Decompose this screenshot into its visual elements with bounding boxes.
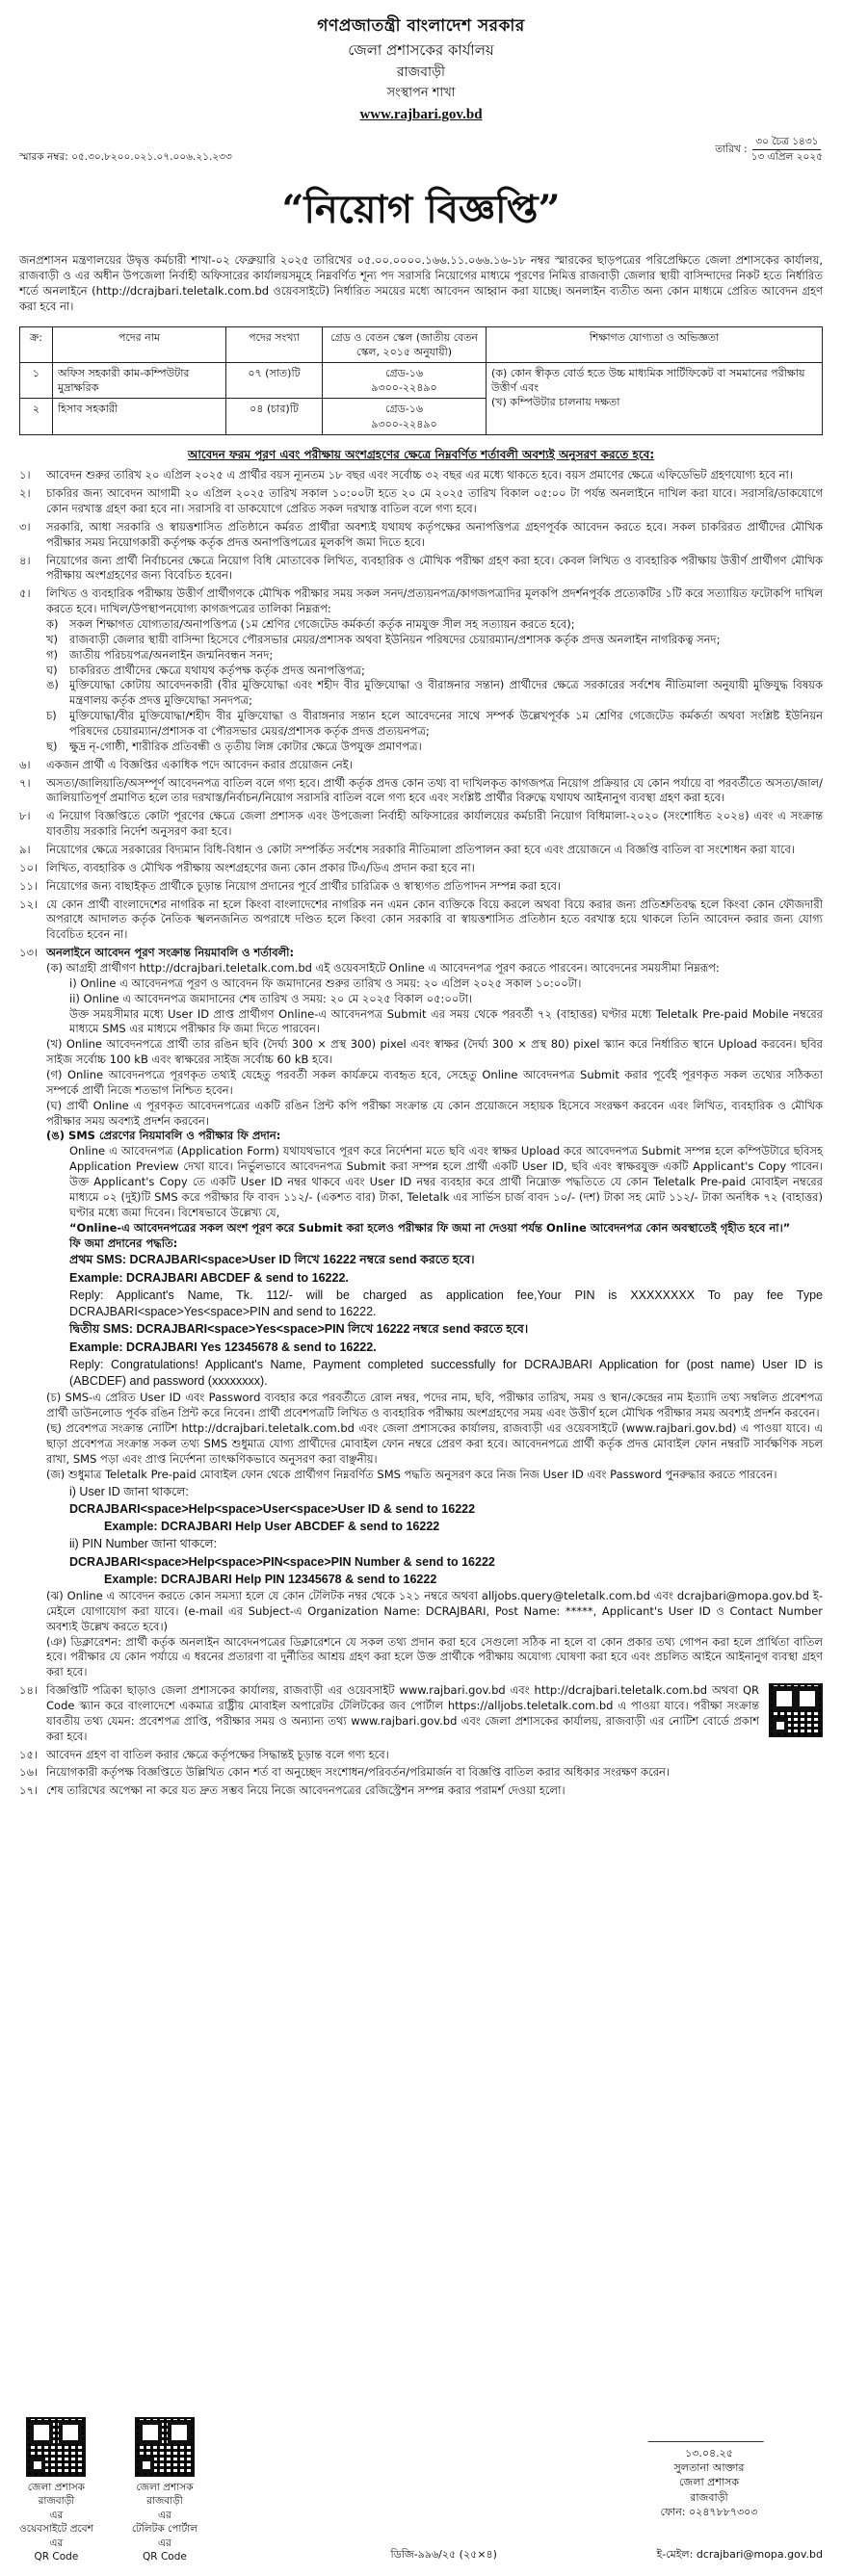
clause-text: আবেদন শুরুর তারিখ ২০ এপ্রিল ২০২৫ এ প্রার্থীর বয়স ন্যূনতম ১৮ বছর এবং সর্বোচ্চ ৩২ বছর এর মধ্যে থাকতে হবে। বয়স প্রমাণের ক্ষেত্রে এফিডেভিট গ্রহণযোগ্য হবে না। bbox=[46, 468, 793, 482]
clause bbox=[19, 486, 823, 517]
clause-text: নিয়োগের ক্ষেত্রে সরকারের বিদ্যমান বিধি-বিধান ও কোটা সম্পর্কিত সর্বশেষ সরকারি নীতিমালা প্রতিপালন করা হবে এবং প্রয়োজনে এ বিজ্ঞপ্তি বাতিল বা সংশোধন করা যাবে। bbox=[46, 843, 795, 857]
help-pin-example: Example: DCRAJBARI Help PIN 12345678 & send to 16222 bbox=[104, 1572, 437, 1586]
conditions-list bbox=[19, 468, 823, 1799]
clause-number: ১৩। bbox=[19, 946, 39, 960]
clause-text: নিয়োগকারী কর্তৃপক্ষ বিজ্ঞপ্তিতে উল্লিখিত কোন শর্ত বা অনুচ্ছেদ সংশোধন/পরিবর্তন/পরিমার্জন বা বিজ্ঞপ্তি বাতিল করার অধিকার সংরক্ষণ করেন। bbox=[46, 1765, 671, 1780]
clause-number: ৭। bbox=[19, 775, 31, 790]
subclause-text: রাজবাড়ী জেলার স্থায়ী বাসিন্দা হিসেবে পৌরসভার মেয়র/প্রশাসক অথবা ইউনিয়ন পরিষদের চেয়ারম্যান/প্রশাসক কর্তৃক প্রদত্ত অনলাইন নাগরিকত্ব সনদ; bbox=[69, 632, 721, 646]
clause-text: শেষ তারিখের অপেক্ষা না করে যত দ্রুত সম্ভব নিয়ে নিজে আবেদনপত্রের রেজিস্ট্রেশন সম্পন্ন করার পরামর্শ দেওয়া হলো। bbox=[46, 1783, 566, 1798]
website-link[interactable]: www.rajbari.gov.bd bbox=[359, 107, 483, 123]
rule-a-end: ii) Online এ আবেদনপত্র জমাদানের শেষ তারিখ ও সময়: ২০ মে ২০২৫ বিকাল ০৫:০০টা। bbox=[69, 991, 473, 1005]
clause bbox=[19, 758, 823, 773]
cell-sl: ২ bbox=[20, 399, 53, 434]
cell-post: অফিস সহকারী কাম-কম্পিউটার মুদ্রাক্ষরিক bbox=[53, 363, 226, 399]
sms-second: দ্বিতীয় SMS: DCRAJBARI<space>Yes<space>PIN লিখে 16222 নম্বরে send করতে হবে। bbox=[69, 1322, 529, 1337]
date-label: তারিখ : bbox=[715, 143, 748, 155]
subclause-text: ক্ষুদ্র নৃ-গোষ্ঠী, শারীরিক প্রতিবন্ধী ও তৃতীয় লিঙ্গ কোটার ক্ষেত্রে উপযুক্ত প্রমাণপত্র। bbox=[69, 739, 422, 753]
table-row bbox=[20, 363, 823, 399]
clause bbox=[19, 468, 823, 483]
grade-value: গ্রেড-১৬ bbox=[384, 367, 424, 380]
office-name: জেলা প্রশাসকের কার্যালয় bbox=[348, 41, 494, 60]
clause-text: চাকরির জন্য আবেদন আগামী ২০ এপ্রিল ২০২৫ তারিখ সকাল ১০:০০টা হতে ২০ মে ২০২৫ তারিখ বিকাল ০৫:০০ টা পর্যন্ত অনলাইনে দাখিল করা যাবে। সরাসরি/ডাকযোগে কোন দরখাস্ত গ্রহণ করা হবে না। সরাসরি বা ডাকযোগে প্রেরিত সকল দরখাস্ত বাতিল বলে গণ্য হবে। bbox=[46, 486, 823, 515]
clause-number: ১৭। bbox=[19, 1783, 39, 1798]
clause bbox=[19, 1748, 823, 1763]
qr-caption: এর bbox=[158, 2509, 171, 2521]
memo-row bbox=[19, 135, 823, 164]
subclause-key: ছ) bbox=[46, 739, 58, 753]
clause-number: ১১। bbox=[19, 878, 39, 893]
help-pin-sms: DCRAJBARI<space>Help<space>PIN<space>PIN Number & send to 16222 bbox=[69, 1554, 495, 1569]
subclause-key: ক) bbox=[46, 616, 59, 631]
th-qualification: শিক্ষাগত যোগ্যতা ও অভিজ্ঞতা bbox=[487, 326, 823, 362]
qr-caption: ওয়েবসাইটে প্রবেশ bbox=[19, 2523, 93, 2536]
online-rules-heading: অনলাইনে আবেদন পূরণ সংক্রান্ত নিয়মাবলি ও শর্তাবলী: bbox=[46, 946, 295, 960]
clause-text: যে কোন প্রার্থী বাংলাদেশের নাগরিক না হলে কিংবা বাংলাদেশের নাগরিক নন এমন কোন ব্যক্তিকে বিয়ে করলে অথবা বিয়ে করার জন্য প্রতিশ্রুতিবদ্ধ হলে কিংবা কোন ফৌজদারী অপরাধে আদালত কর্তৃক নৈতিক স্খলনজনিত অপরাধে দণ্ডিত হলে কিংবা কোন সরকারি বা স্বায়ত্তশাসিত প্রতিষ্ঠান হতে বরখাস্ত হয়ে থাকলে তিনি আবেদন করার জন্য যোগ্য বিবেচিত হবেন না। bbox=[46, 897, 823, 942]
clause bbox=[19, 898, 823, 944]
qr-caption: রাজবাড়ী bbox=[38, 2495, 75, 2508]
subclause-text: মুক্তিযোদ্ধা কোটায় আবেদনকারী (বীর মুক্তিযোদ্ধা এবং শহীদ বীর মুক্তিযোদ্ধা ও বীরাঙ্গনার সন্তান) প্রার্থীদের ক্ষেত্রে সরকারের সর্বশেষ নীতিমালা অনুযায়ী মুক্তিযুদ্ধ বিষয়ক মন্ত্রণালয় কর্তৃক প্রদত্ত মুক্তিযোদ্ধা সনদপত্র; bbox=[69, 678, 823, 708]
subclause-key: খ) bbox=[46, 632, 59, 646]
clause-number: ৯। bbox=[19, 843, 31, 857]
th-count: পদের সংখ্যা bbox=[226, 326, 323, 362]
subclause bbox=[46, 664, 823, 679]
clause-number: ১২। bbox=[19, 897, 39, 911]
help-pin: ii) PIN Number জানা থাকলে: bbox=[69, 1537, 218, 1551]
rule-e-text: Online এ আবেদনপত্র (Application Form) যথাযথভাবে পূরণ করে নির্দেশনা মতে ছবি এবং স্বাক্ষর Upload করে আবেদনপত্র Submit সম্পন্ন হলে কম্পিউটারে ছবিসহ Application Preview দেখা যাবে। নির্ভুলভাবে আবেদনপত্র Submit করা সম্পন্ন হলে প্রার্থী একটি User ID, ছবি এবং স্বাক্ষরযুক্ত একটি Applicant's Copy পাবেন। উক্ত Applicant's Copy তে একটি User ID নম্বর থাকবে এবং User ID নম্বর ব্যবহার করে প্রার্থী নিম্নোক্ত পদ্ধতিতে যে কোন Teletalk Pre-paid মোবাইল নম্বরের মাধ্যমে ০২ (দুই)টি SMS করে পরীক্ষার ফি বাবদ ১১২/- (একশত বার) টাকা, Teletalk এর সার্ভিস চার্জ বাবদ ১০/- (দশ) টাকা সহ মোট ১১২/- টাকা অনধিক ৭২ (বাহাত্তর) ঘণ্টার মধ্যে জমা দিবেন। বিশেষভাবে উল্লেখ্য যে, bbox=[69, 1144, 823, 1219]
clause bbox=[19, 879, 823, 895]
scale-value: ৯৩০০-২২৪৯০ bbox=[371, 381, 437, 395]
clause-number: ৫। bbox=[19, 586, 31, 601]
website-qr-block bbox=[19, 2417, 93, 2564]
rule-h: (জ) শুধুমাত্র Teletalk Pre-paid মোবাইল ফোন থেকে প্রার্থীগণ নিম্নবর্ণিত SMS পদ্ধতি অনুসরণ করে নিজ নিজ User ID এবং Password পুনরুদ্ধার করতে পারবেন। bbox=[46, 1467, 777, 1481]
subclause-text: মুক্তিযোদ্ধা/বীর মুক্তিযোদ্ধা/শহীদ বীর মুক্তিযোদ্ধা ও বীরাঙ্গনার সন্তান হলে আবেদনের সাথে সম্পর্ক উল্লেখপূর্বক ১ম শ্রেণির গেজেটেড কর্মকর্তা অথবা সংশ্লিষ্ট ইউনিয়ন পরিষদের চেয়ারম্যান/প্রশাসক বা পৌরসভার মেয়র/প্রশাসক কর্তৃক প্রদত্ত প্রত্যয়নপত্র; bbox=[69, 709, 823, 738]
teletalk-qr-block bbox=[132, 2417, 197, 2564]
subclause-text: সকল শিক্ষাগত যোগ্যতার/অনাপত্তিপত্র (১ম শ্রেণির গেজেটেড কর্মকর্তা কর্তৃক নামযুক্ত সীল সহ সত্যায়ন করতে হবে); bbox=[69, 616, 575, 631]
qr-caption: রাজবাড়ী bbox=[146, 2495, 183, 2508]
alljobs-qr-code[interactable] bbox=[769, 1683, 823, 1737]
branch-name: সংস্থাপন শাখা bbox=[386, 86, 456, 101]
clause-number: ২। bbox=[19, 486, 31, 501]
qr-caption: এর bbox=[49, 2537, 64, 2549]
rule-e-warning: “Online-এ আবেদনপত্রের সকল অংশ পূরণ করে Submit করা হলেও পরীক্ষার ফি জমা না দেওয়া পর্যন্ত Online আবেদনপত্র কোন অবস্থাতেই গৃহীত হবে না।” bbox=[69, 1220, 791, 1235]
website-qr-code[interactable] bbox=[26, 2417, 86, 2477]
rule-a-start: i) Online এ আবেদনপত্র পূরণ ও আবেদন ফি জমাদানের শুরুর তারিখ ও সময়: ২০ এপ্রিল ২০২৫ সকাল ১০:০০টা। bbox=[69, 976, 582, 990]
subclause-text: জাতীয় পরিচয়পত্র/অনলাইন জন্মনিবন্ধন সনদ; bbox=[69, 647, 274, 662]
ad-code: ডিজি-৯৯৬/২৫ (২৫×৪) bbox=[390, 2548, 497, 2561]
clause-number: ৮। bbox=[19, 809, 31, 823]
government-name: গণপ্রজাতন্ত্রী বাংলাদেশ সরকার bbox=[317, 16, 525, 36]
clause-text: বিজ্ঞপ্তিটি পত্রিকা ছাড়াও জেলা প্রশাসকের কার্যালয়, রাজবাড়ী এর ওয়েবসাইট www.rajbari.gov.bd এবং http://dcrajbari.teletalk.com.bd অথবা QR Code স্ক্যান করে বাংলাদেশে একমাত্র রাষ্ট্রীয় মোবাইল অপারেটর টেলিটকের জব পোর্টাল https://alljobs.teletalk.com.bd এ পাওয়া যাবে। পরীক্ষা সংক্রান্ত যাবতীয় তথ্য যেমন: প্রবেশপত্র প্রাপ্তি, পরীক্ষার সময় ও অন্যান্য তথ্য www.rajbari.gov.bd এবং জেলা প্রশাসকের কার্যালয়, রাজবাড়ী এর নোটিশ বোর্ডে প্রকাশ করা হবে। bbox=[46, 1683, 759, 1743]
rule-f: (চ) SMS-এ প্রেরিত User ID এবং Password ব্যবহার করে পরবর্তীতে রোল নম্বর, পদের নাম, ছবি, পরীক্ষার তারিখ, সময় ও স্থান/কেন্দ্রের নাম ইত্যাদি তথ্য সম্বলিত প্রবেশপত্র প্রার্থী ডাউনলোড পূর্বক রঙিন প্রিন্ট করে নিবেন। প্রার্থী প্রবেশপত্রটি লিখিত ও ব্যবহারিক পরীক্ষায় অংশগ্রহণের সময় এবং উত্তীর্ণ হলে মৌখিক পরীক্ষার সময় অবশ্যই প্রদর্শন করবেন। bbox=[46, 1391, 823, 1420]
rule-e: (ঙ) SMS প্রেরণের নিয়মাবলি ও পরীক্ষার ফি প্রদান: bbox=[46, 1129, 281, 1143]
city-name: রাজবাড়ী bbox=[396, 65, 446, 81]
sms-first: প্রথম SMS: DCRAJBARI<space>User ID লিখে 16222 নম্বরে send করতে হবে। bbox=[69, 1253, 475, 1267]
help-userid-example: Example: DCRAJBARI Help User ABCDEF & send to 16222 bbox=[104, 1520, 440, 1534]
signatory-city: রাজবাড়ী bbox=[690, 2490, 728, 2504]
subclause bbox=[46, 740, 823, 755]
signatory-phone: ফোন: ০২৪৭৮৮৭৩০৩ bbox=[660, 2505, 758, 2518]
contact-email[interactable]: ই-মেইল: dcrajbari@mopa.gov.bd bbox=[656, 2548, 823, 2561]
clause-online-application bbox=[19, 946, 823, 1680]
clause-number: ৬। bbox=[19, 757, 31, 771]
clause bbox=[19, 861, 823, 876]
subclause bbox=[46, 617, 823, 633]
subclause-key: ঘ) bbox=[46, 663, 58, 677]
rule-a-note: উক্ত সময়সীমার মধ্যে User ID প্রাপ্ত প্রার্থীগণ Online-এ আবেদনপত্র Submit এর সময় থেকে পরবর্তী ৭২ (বাহাত্তর) ঘণ্টার মধ্যে Teletalk Pre-paid Mobile নম্বরের মাধ্যমে SMS এর মাধ্যমে পরীক্ষার ফি জমা দিতে পারবেন। bbox=[69, 1006, 823, 1036]
th-grade: গ্রেড ও বেতন স্কেল (জাতীয় বেতন স্কেল, ২০১৫ অনুযায়ী) bbox=[323, 326, 487, 362]
qr-caption: জেলা প্রশাসক bbox=[27, 2482, 86, 2493]
th-post: পদের নাম bbox=[53, 326, 226, 362]
subclause bbox=[46, 633, 823, 648]
cell-grade bbox=[323, 399, 487, 434]
notice-title: “নিয়োগ বিজ্ঞপ্তি” bbox=[281, 187, 561, 233]
cell-post: হিসাব সহকারী bbox=[53, 399, 226, 434]
memo-ref: স্মারক নম্বর: ০৫.৩০.৮২০০.০২১.০৭.০০৬.২১.২৩৩ bbox=[19, 150, 232, 163]
qr-caption: এর bbox=[49, 2509, 64, 2521]
clause bbox=[19, 809, 823, 840]
notice-title-box bbox=[19, 183, 823, 236]
clause bbox=[19, 586, 823, 754]
footer-bottom-line bbox=[19, 2547, 823, 2562]
rule-i: (ঝ) Online এ আবেদন করতে কোন সমস্যা হলে যে কোন টেলিটক নম্বর থেকে ১২১ নম্বরে অথবা alljobs.query@teletalk.com.bd এবং dcrajbari@mopa.gov.bd ই-মেইলে যোগাযোগ করা যাবে। (e-mail এর Subject-এ Organization Name: DCRAJBARI, Post Name: *****, Applicant's User ID ও Contact Number অবশ্যই উল্লেখ করতে হবে।) bbox=[46, 1589, 823, 1633]
qr-caption: QR Code bbox=[143, 2551, 187, 2563]
teletalk-qr-code[interactable] bbox=[135, 2417, 195, 2477]
subclause-key: ঙ) bbox=[46, 678, 59, 692]
clause bbox=[19, 1765, 823, 1781]
intro-paragraph: জনপ্রশাসন মন্ত্রণালয়ের উদ্বৃত্ত কর্মচারী শাখা-০২ ফেব্রুয়ারি ২০২৫ তারিখের ০৫.০০.০০০০.১৬৬.১১.০৬৬.১৬-১৮ নম্বর স্মারকের ছাড়পত্রের পরিপ্রেক্ষিতে জেলা প্রশাসকের কার্যালয়, রাজবাড়ী ও এর অধীন উপজেলা নির্বাহী অফিসারের কার্যালয়সমূহে নিম্নবর্ণিত শূন্য পদ সরাসরি নিয়োগের মাধ্যমে পূরণের নিমিত্ত রাজবাড়ী জেলার স্থায়ী বাসিন্দাদের নিকট হতে নির্ধারিত শর্তে অনলাইনে (http://dcrajbari.teletalk.com.bd ওয়েবসাইটে) নির্ধারিত সময়ের মধ্যে আবেদন আহ্বান করা যাচ্ছে। অনলাইন ব্যতীত অন্য কোন মাধ্যমে প্রেরিত আবেদন গ্রহণ করা হবে না। bbox=[19, 253, 823, 313]
footer bbox=[19, 2417, 823, 2564]
clause-text: লিখিত, ব্যবহারিক ও মৌখিক পরীক্ষায় অংশগ্রহণের জন্য কোন প্রকার টিএ/ডিএ প্রদান করা হবে না। bbox=[46, 860, 475, 874]
scale-value: ৯৩০০-২২৪৯০ bbox=[371, 417, 437, 430]
clause-number: ৩। bbox=[19, 519, 31, 533]
clause-text: এ নিয়োগ বিজ্ঞপ্তিতে কোটা পূরণের ক্ষেত্রে জেলা প্রশাসক এবং উপজেলা নির্বাহী অফিসারের কার্যালয়ের কর্মচারী নিয়োগ বিধিমালা-২০২০ (সংশোধিত ২০২৪) এবং এ সংক্রান্ত যাবতীয় সরকারি নির্দেশ অনুসরণ করা হবে। bbox=[46, 809, 823, 839]
signatory-title: জেলা প্রশাসক bbox=[678, 2476, 740, 2489]
sms-first-reply: Reply: Applicant's Name, Tk. 112/- will be charged as application fee,Your PIN is XXXXXXXX To pay fee Type DCRAJBARI<space>Yes<space>PIN and send to 16222. bbox=[69, 1288, 823, 1319]
subclause-text: চাকরিরত প্রার্থীদের ক্ষেত্রে যথাযথ কর্তৃপক্ষ কর্তৃক প্রদত্ত অনাপত্তিপত্র; bbox=[69, 663, 365, 677]
th-sl: ক্র: bbox=[20, 326, 53, 362]
signature-mark bbox=[648, 2417, 771, 2442]
qualification-a: (ক) কোন স্বীকৃত বোর্ড হতে উচ্চ মাধ্যমিক সার্টিফিকেট বা সমমানের পরীক্ষায় উত্তীর্ণ এবং bbox=[491, 367, 805, 395]
rule-c: (গ) Online আবেদনপত্রে পূরণকৃত তথ্যই যেহেতু পরবর্তী সকল কার্যক্রমে ব্যবহৃত হবে, সেহেতু Online আবেদনপত্র Submit করার পূর্বেই পূরণকৃত সকল তথ্যের সঠিকতা সম্পর্কে প্রার্থী নিজে শতভাগ নিশ্চিত হবেন। bbox=[46, 1068, 823, 1097]
memo-dates bbox=[715, 135, 823, 164]
clause bbox=[19, 776, 823, 807]
subclause bbox=[46, 678, 823, 709]
table-header-row bbox=[20, 326, 823, 362]
letterhead bbox=[19, 15, 823, 125]
posts-table bbox=[19, 326, 823, 435]
sms-second-example: Example: DCRAJBARI Yes 12345678 & send to 16222. bbox=[69, 1340, 377, 1354]
clause-text: একজন প্রার্থী এ বিজ্ঞপ্তির একাধিক পদে আবেদন করার প্রয়োজন নেই। bbox=[46, 757, 353, 771]
qr-caption: এর bbox=[158, 2537, 171, 2549]
subclause bbox=[46, 648, 823, 664]
clause-text: আবেদন গ্রহণ বা বাতিল করার ক্ষেত্রে কর্তৃপক্ষের সিদ্ধান্তই চূড়ান্ত বলে গণ্য হবে। bbox=[46, 1747, 389, 1761]
date-bangla: ৩০ চৈত্র ১৪৩১ bbox=[752, 135, 821, 149]
qr-caption: জেলা প্রশাসক bbox=[136, 2482, 194, 2493]
subclause-key: চ) bbox=[46, 709, 57, 723]
clause-number: ১। bbox=[19, 468, 31, 482]
clause-number: ১৬। bbox=[19, 1765, 39, 1780]
qr-caption: QR Code bbox=[34, 2551, 79, 2563]
signatory-name: সুলতানা আক্তার bbox=[673, 2461, 745, 2475]
clause-website bbox=[19, 1683, 823, 1744]
help-userid: i) User ID জানা থাকলে: bbox=[69, 1484, 189, 1498]
sms-first-example: Example: DCRAJBARI ABCDEF & send to 16222. bbox=[69, 1270, 349, 1285]
clause-text: অসত্য/জালিয়াতি/অসম্পূর্ণ আবেদনপত্র বাতিল বলে গণ্য হবে। প্রার্থী কর্তৃক প্রদত্ত কোন তথ্য বা দাখিলকৃত কাগজপত্র নিয়োগ প্রক্রিয়ার যে কোন পর্যায়ে বা পরবর্তীতে অসত্য/জাল/জালিয়াতিপূর্ণ প্রমাণিত হলে তার দরখাস্ত/নির্বাচন/নিয়োগ সরাসরি বাতিল বলে গণ্য হবে এবং সংশ্লিষ্ট প্রার্থীর বিরুদ্ধে যথাযথ আইনানুগ ব্যবস্থা গ্রহণ করা হবে। bbox=[46, 775, 823, 805]
signature-block bbox=[603, 2417, 815, 2519]
clause-number: ১৪। bbox=[19, 1683, 39, 1698]
cell-sl: ১ bbox=[20, 363, 53, 399]
cell-qualification bbox=[487, 363, 823, 435]
rule-d: (ঘ) প্রার্থী Online এ পূরণকৃত আবেদনপত্রের একটি রঙিন প্রিন্ট কপি পরীক্ষা সংক্রান্ত যে কোন প্রয়োজনে সহায়ক হিসেবে সংরক্ষণ করবেন এবং লিখিত, ব্যবহারিক ও মৌখিক পরীক্ষার সময় অবশ্যই প্রদর্শন করবেন। bbox=[46, 1098, 823, 1128]
subclause-key: গ) bbox=[46, 647, 59, 662]
clause-number: ১০। bbox=[19, 860, 39, 874]
cell-count: ০৪ (চার)টি bbox=[226, 399, 323, 434]
clause bbox=[19, 1783, 823, 1799]
clause-text: সরকারি, আধা সরকারি ও স্বায়ত্তশাসিত প্রতিষ্ঠানে কর্মরত প্রার্থীরা অবশ্যই যথাযথ কর্তৃপক্ষের অনাপত্তিপত্র গ্রহণপূর্বক আবেদন করতে হবে। সকল চাকরিরত প্রার্থীদের মৌখিক পরীক্ষার সময় নিয়োগকারী কর্তৃপক্ষ কর্তৃক প্রদত্ত অনাপত্তিপত্রের মূলকপি জমা দিতে হবে। bbox=[46, 519, 823, 549]
help-userid-sms: DCRAJBARI<space>Help<space>User<space>User ID & send to 16222 bbox=[69, 1501, 476, 1516]
clause-text: নিয়োগের জন্য বাছাইকৃত প্রার্থীকে চূড়ান্ত নিয়োগ প্রদানের পূর্বে প্রার্থীর চারিত্রিক ও স্বাস্থ্যগত প্রতিপাদন সম্পন্ন করা হবে। bbox=[46, 878, 562, 893]
clause-number: ৪। bbox=[19, 553, 31, 567]
qr-caption: টেলিটক পোর্টাল bbox=[131, 2523, 198, 2536]
clause bbox=[19, 843, 823, 858]
sms-second-reply: Reply: Congratulations! Applicant's Name, Payment completed successfully for DCRAJBARI Application for (post name) User ID is (ABCDEF) and password (xxxxxxxx). bbox=[69, 1357, 823, 1389]
cell-count: ০৭ (সাত)টি bbox=[226, 363, 323, 399]
clause-text: লিখিত ও ব্যবহারিক পরীক্ষায় উত্তীর্ণ প্রার্থীগণকে মৌখিক পরীক্ষার সময় সকল সনদ/প্রত্যয়নপত্র/কাগজপত্রাদির মূলকপি প্রদর্শনপূর্বক প্রত্যেকটির ১টি করে সত্যায়িত ফটোকপি দাখিল করতে হবে। দাখিল/উপস্থাপনযোগ্য কাগজপত্রের তালিকা নিম্নরূপ: bbox=[46, 586, 823, 616]
rule-g: (ছ) প্রবেশপত্র সংক্রান্ত নোটিশ http://dcrajbari.teletalk.com.bd এবং জেলা প্রশাসকের কার্যালয়, রাজবাড়ী এর ওয়েবসাইটে (www.rajbari.gov.bd) এ পাওয়া যাবে। এ ছাড়া প্রবেশপত্র সংক্রান্ত সকল তথ্য SMS শুধুমাত্র যোগ্য প্রার্থীদের মোবাইল ফোন নম্বরে প্রেরণ করা হবে। আবেদনপত্রে প্রার্থী কর্তৃক প্রদত্ত মোবাইল ফোন নম্বরটি সার্বক্ষণিক সচল রাখা, SMS পড়া এবং প্রাপ্ত নির্দেশনা তাৎক্ষণিকভাবে অনুসরণ করা বাঞ্ছনীয়। bbox=[46, 1421, 823, 1466]
fee-method-heading: ফি জমা প্রদানের পদ্ধতি: bbox=[69, 1236, 178, 1250]
clause-number: ১৫। bbox=[19, 1747, 39, 1761]
date-english: ১৩ এপ্রিল ২০২৫ bbox=[750, 150, 823, 163]
conditions-heading: আবেদন ফরম পূরণ এবং পরীক্ষায় অংশগ্রহণের ক্ষেত্রে নিম্নবর্ণিত শর্তাবলী অবশ্যই অনুসরণ করতে হবে: bbox=[187, 447, 655, 461]
rule-j: (ঞ) ডিক্লারেশন: প্রার্থী কর্তৃক অনলাইন আবেদনপত্রের ডিক্লারেশনে যে সকল তথ্য প্রদান করা হবে সেগুলো সঠিক না হলে বা কোন প্রকার তথ্য গোপন করা হলে প্রার্থিতা বাতিল হবে। পরীক্ষার যে কোন পর্যায়ে এ ধরনের প্রতারণা বা দুর্নীতির আশ্রয় গ্রহণ করা হলে উক্ত প্রার্থীকে পরীক্ষায় অযোগ্য ঘোষণা করা হবে এবং প্রচলিত আইনে আইনানুগ ব্যবস্থা গ্রহণ করা হবে। bbox=[46, 1634, 823, 1679]
grade-value: গ্রেড-১৬ bbox=[384, 403, 424, 416]
rule-a: (ক) আগ্রহী প্রার্থীগণ http://dcrajbari.teletalk.com.bd এই ওয়েবসাইটে Online এ আবেদনপত্র পূরণ করতে পারবেন। আবেদনের সময়সীমা নিম্নরূপ: bbox=[46, 961, 720, 976]
clause bbox=[19, 554, 823, 585]
clause-text: নিয়োগের জন্য প্রার্থী নির্বাচনের ক্ষেত্রে নিয়োগ বিধি মোতাবেক লিখিত, ব্যবহারিক ও মৌখিক পরীক্ষা গ্রহণ করা হবে। কেবল লিখিত ও ব্যবহারিক পরীক্ষায় উত্তীর্ণ প্রার্থীগণ মৌখিক পরীক্ষায় অংশগ্রহণের জন্য বিবেচিত হবেন। bbox=[46, 553, 823, 583]
rule-b: (খ) Online আবেদনপত্রে প্রার্থী তার রঙিন ছবি (দৈর্ঘ্য 300 × প্রস্থ 300) pixel এবং স্বাক্ষর (দৈর্ঘ্য 300 × প্রস্থ 80) pixel স্ক্যান করে নির্ধারিত স্থানে Upload করবেন। ছবির সাইজ সর্বোচ্চ 100 kB এবং স্বাক্ষরের সাইজ সর্বোচ্চ 60 kB হবে। bbox=[46, 1037, 823, 1067]
clause bbox=[19, 520, 823, 551]
signature-date: ১৩.০৪.২৫ bbox=[685, 2447, 733, 2459]
cell-grade bbox=[323, 363, 487, 399]
qualification-b: (খ) কম্পিউটার চালনায় দক্ষতা bbox=[491, 396, 620, 409]
subclause bbox=[46, 709, 823, 740]
